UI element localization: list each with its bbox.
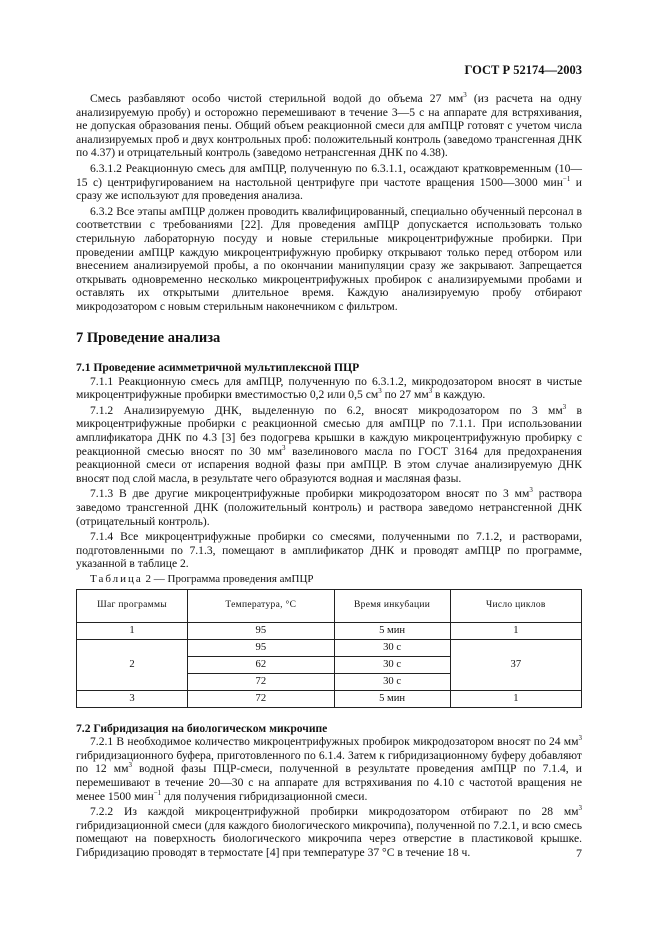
text-run: 6.3.1.2 Реакционную смесь для амПЦР, полученную по 6.3.1.1, осаждают кратковременным (10—15 с) центрифугированием на настольной центрифуге при частоте вращения 1500—3000 мин xyxy=(76,161,582,189)
table-2-caption xyxy=(76,573,582,587)
cell-temp: 95 xyxy=(188,622,334,639)
cell-temp: 95 xyxy=(188,639,334,656)
cell-time: 5 мин xyxy=(334,622,450,639)
paragraph-p3 xyxy=(76,205,582,314)
text-run: 6.3.2 Все этапы амПЦР должен проводить квалифицированный, специально обученный персонал в соответствии с требованиями [22]. Для проведения амПЦР допускается использовать только стерильную лабораторную посуду и новые стерильные микроцентрифужные пробирки. При проведении амПЦР каждую микроцентрифужную пробирку открывают только перед отбором или внесением анализируемой пробы, а по окончании манипуляции сразу же закрывают. Запрещается открывать одновременно несколько микроцентрифужных пробирок с анализируемыми пробами и оставлять их открытыми длительное время. Каждую анализируемую пробу отбирают микродозатором с новым стерильным наконечником с фильтром. xyxy=(76,204,582,313)
text-run: вазелинового масла по ГОСТ 3164 для предохранения реакционной смеси от испарения водной фазы при амПЦР. В этом случае анализируемую ДНК вносят под слой масла, в результате чего образуются водная и масляная фазы. xyxy=(76,444,583,485)
text-run: 7.1.2 Анализируемую ДНК, выделенную по 6.2, вносят микродозатором по 3 мм xyxy=(90,403,563,417)
paragraph-p2 xyxy=(76,162,582,203)
text-run: Смесь разбавляют особо чистой стерильной водой до объема 27 мм xyxy=(90,92,464,105)
text-run: и сразу же используют для проведения анализа. xyxy=(76,175,582,203)
superscript: 3 xyxy=(578,734,582,743)
page-number: 7 xyxy=(576,846,582,860)
table-row xyxy=(77,622,582,639)
col-header-step: Шаг программы xyxy=(77,589,188,622)
cell-temp: 72 xyxy=(188,690,334,707)
text-run: раствора заведомо трансгенной ДНК (положительный контроль) и раствора заведомо нетрансгенной ДНК (отрицательный контроль). xyxy=(76,487,582,528)
cell-cycles: 1 xyxy=(450,690,581,707)
cell-cycles: 37 xyxy=(450,639,581,690)
superscript: 3 xyxy=(428,387,433,396)
paragraphs-7-2 xyxy=(76,735,582,859)
text-run: 7.1.1 Реакционную смесь для амПЦР, полученную по 6.3.1.2, микродозатором вносят в чистые микроцентрифужные пробирки вместимостью 0,2 или 0,5 см xyxy=(76,374,582,402)
text-run: гибридизационной смеси (для каждого биологического микрочипа), полученной по 7.2.1, и всю смесь помещают на поверхность биологического микрочипа через отверстие в пластиковой крышке. Гибридизацию проводят в термостате [4] при температуре 37 °С в течение 18 ч. xyxy=(76,818,582,859)
paragraph-p711 xyxy=(76,375,582,402)
document-header-code: ГОСТ Р 52174—2003 xyxy=(464,63,582,77)
superscript: 3 xyxy=(529,486,533,495)
superscript: −1 xyxy=(562,174,571,183)
text-run: (из расчета на одну анализируемую пробу) и осторожно перемешивают в течение 3—5 с на аппарате для встряхивания, не допуская образования пены. Общий объем реакционной смеси для амПЦР готовят с учетом числа анализируемых проб и двух контрольных проб: положительный контроль (заведомо трансгенная ДНК по 4.37) и отрицательный контроль (заведомо нетрансгенная ДНК по 4.38). xyxy=(76,92,583,160)
cell-cycles: 1 xyxy=(450,622,581,639)
paragraph-p722 xyxy=(76,805,582,859)
text-run: 7.2.2 Из каждой микроцентрифужной пробирки микродозатором отбирают по 28 мм xyxy=(90,805,579,819)
text-run: по 27 мм xyxy=(381,388,429,402)
col-header-cycles: Число циклов xyxy=(450,589,581,622)
cell-time: 5 мин xyxy=(334,690,450,707)
document-body xyxy=(76,92,582,862)
cell-step: 3 xyxy=(77,690,188,707)
text-run: в микроцентрифужные пробирки с реакционной смесью для амПЦР по 7.1.1. При использовании амплификатора ДНК по 4.3 [3] без подогрева крышки в каждую микроцентрифужную пробирку с реакционной смесью вносят по 30 мм xyxy=(76,403,582,458)
paragraph-p714 xyxy=(76,530,582,571)
superscript: 3 xyxy=(378,387,382,396)
superscript: −1 xyxy=(153,788,162,797)
paragraph-p1 xyxy=(76,92,582,160)
paragraphs-top xyxy=(76,92,582,314)
paragraphs-7-1 xyxy=(76,375,582,571)
subsection-7-1-heading: 7.1 Проведение асимметричной мультиплексной ПЦР xyxy=(76,361,360,375)
superscript: 3 xyxy=(578,804,582,813)
table-caption-label: Таблица xyxy=(90,573,143,585)
cell-time: 30 с xyxy=(334,639,450,656)
subsection-7-2-heading: 7.2 Гибридизация на биологическом микрочипе xyxy=(76,721,328,735)
text-run: для получения гибридизационной смеси. xyxy=(161,789,368,803)
table-row xyxy=(77,639,582,656)
text-run: в каждую. xyxy=(432,388,486,402)
text-run: 7.1.3 В две другие микроцентрифужные пробирки микродозатором вносят по 3 мм xyxy=(90,487,530,501)
cell-step: 1 xyxy=(77,622,188,639)
superscript: 3 xyxy=(562,402,567,411)
text-run: 7.1.4 Все микроцентрифужные пробирки со смесями, полученными по 7.1.2, и растворами, подготовленными по 7.1.3, помещают в амплификатор ДНК и проводят амПЦР по программе, указанной в таблице 2. xyxy=(76,530,582,571)
paragraph-p712 xyxy=(76,404,582,486)
superscript: 3 xyxy=(282,443,286,452)
section-7-heading: 7 Проведение анализа xyxy=(76,329,221,346)
superscript: 3 xyxy=(128,761,132,770)
table-caption-text: 2 — Программа проведения амПЦР xyxy=(142,573,314,585)
paragraph-p721 xyxy=(76,735,582,803)
superscript: 3 xyxy=(463,91,467,99)
text-run: 7.2.1 В необходимое количество микроцентрифужных пробирок микродозатором вносят по 24 мм xyxy=(90,735,579,749)
cell-temp: 72 xyxy=(188,673,334,690)
table-row xyxy=(77,690,582,707)
text-run: гибридизационного буфера, приготовленного по 6.1.4. Затем к гибридизационному буферу добавляют по 12 мм xyxy=(76,748,582,776)
cell-temp: 62 xyxy=(188,656,334,673)
paragraph-p713 xyxy=(76,487,582,528)
col-header-temperature: Температура, °С xyxy=(188,589,334,622)
table-2-program xyxy=(76,589,582,708)
col-header-time: Время инкубации xyxy=(334,589,450,622)
cell-step: 2 xyxy=(77,639,188,690)
table-header-row xyxy=(77,589,582,622)
cell-time: 30 с xyxy=(334,673,450,690)
text-run: водной фазы ПЦР-смеси, полученной в результате проведения амПЦР по 7.1.4, и перемешивают в течение 20—30 с на аппарате для встряхивания по 4.10 с частотой вращения не менее 1500 мин xyxy=(76,762,582,803)
cell-time: 30 с xyxy=(334,656,450,673)
